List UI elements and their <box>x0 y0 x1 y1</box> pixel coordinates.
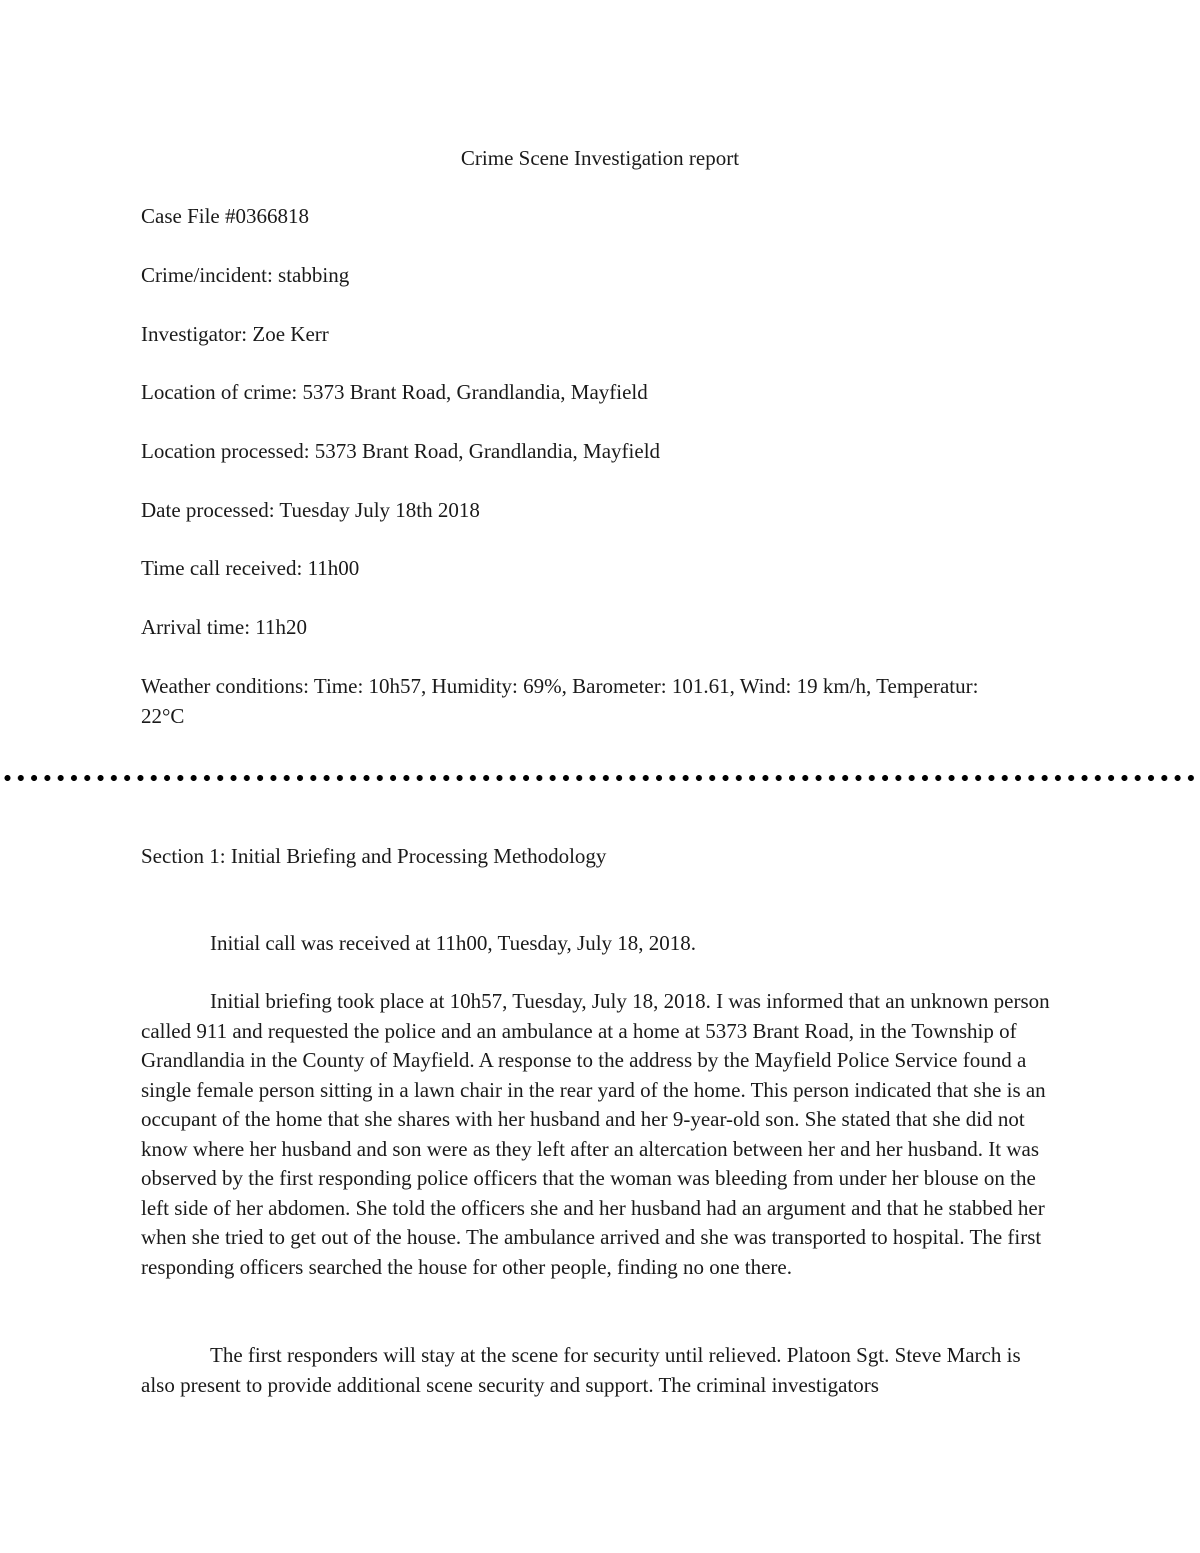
crime-incident-field: Crime/incident: stabbing <box>141 263 350 287</box>
paragraph-text: The first responders will stay at the scene for security until relieved. Platoon Sgt. Steve March is also present to provide additional scene security and support. The criminal investigators <box>141 1343 1021 1397</box>
paragraph-text: Initial call was received at 11h00, Tuesday, July 18, 2018. <box>210 931 697 955</box>
page-title: Crime Scene Investigation report <box>460 146 740 170</box>
body-paragraph <box>141 929 1059 959</box>
investigator-field: Investigator: Zoe Kerr <box>141 322 329 346</box>
body-paragraph <box>141 1341 1059 1400</box>
weather-conditions-field: Weather conditions: Time: 10h57, Humidity: 69%, Barometer: 101.61, Wind: 19 km/h, Temperatur: 22°C <box>141 674 979 728</box>
paragraph-text: Initial briefing took place at 10h57, Tuesday, July 18, 2018. I was informed that an unknown person called 911 and requested the police and an ambulance at a home at 5373 Brant Road, in the Township of Grandlandia in the County of Mayfield. A response to the address by the Mayfield Police Service found a single female person sitting in a lawn chair in the rear yard of the home. This person indicated that she is an occupant of the home that she shares with her husband and her 9-year-old son. She stated that she did not know where her husband and son were as they left after an altercation between her and her husband. It was observed by the first responding police officers that the woman was bleeding from under her blouse on the left side of her abdomen. She told the officers she and her husband had an argument and that he stabbed her when she tried to get out of the house. The ambulance arrived and she was transported to hospital. The first responding officers searched the house for other people, finding no one there. <box>141 989 1050 1279</box>
dotted-divider <box>0 771 1200 785</box>
arrival-time-field: Arrival time: 11h20 <box>141 615 308 639</box>
location-of-crime-field: Location of crime: 5373 Brant Road, Grandlandia, Mayfield <box>141 380 648 404</box>
section-heading: Section 1: Initial Briefing and Processing Methodology <box>141 844 607 868</box>
case-file-field: Case File #0366818 <box>141 204 309 228</box>
date-processed-field: Date processed: Tuesday July 18th 2018 <box>141 498 480 522</box>
time-call-received-field: Time call received: 11h00 <box>141 556 360 580</box>
location-processed-field: Location processed: 5373 Brant Road, Grandlandia, Mayfield <box>141 439 661 463</box>
body-paragraph <box>141 987 1059 1282</box>
